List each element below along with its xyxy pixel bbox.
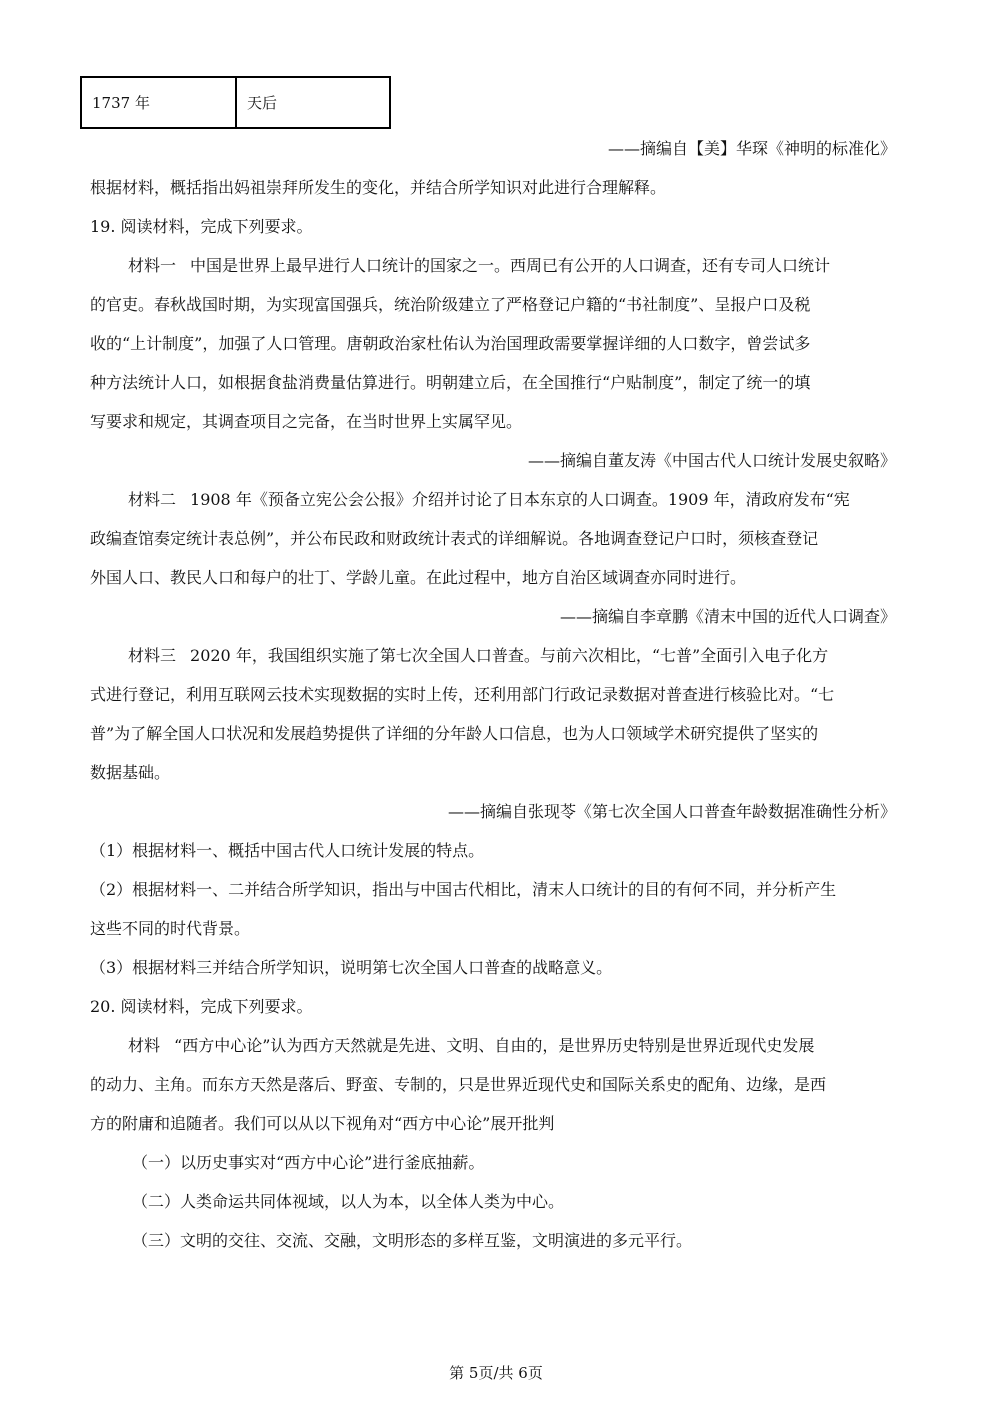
material-label: 材料 — [128, 1036, 161, 1055]
source-citation: ——摘编自张现苓《第七次全国人口普查年龄数据准确性分析》 — [447, 802, 896, 821]
q19-material-3-line: 数据基础。 — [90, 763, 171, 782]
table-cell-year: 1737 年 — [81, 77, 236, 128]
q20-perspective: （二）人类命运共同体视域，以人为本，以全体人类为中心。 — [132, 1192, 565, 1211]
q19-subquestion: 这些不同的时代背景。 — [90, 919, 251, 938]
q19-material-2-line: 材料二 1908 年《预备立宪公会公报》介绍并讨论了日本东京的人口调查。1909 年，清政府发布“宪 — [128, 490, 850, 509]
q19-subquestion: （1）根据材料一、概括中国古代人口统计发展的特点。 — [90, 841, 485, 860]
q20-perspective: （一）以历史事实对“西方中心论”进行釜底抽薪。 — [132, 1153, 485, 1172]
source-citation: ——摘编自李章鹏《清末中国的近代人口调查》 — [559, 607, 896, 626]
q20-material-line: 材料 “西方中心论”认为西方天然就是先进、文明、自由的，是世界历史特别是世界近现代史发展 — [128, 1036, 815, 1055]
q20-heading: 20. 阅读材料，完成下列要求。 — [90, 997, 313, 1016]
q19-material-1-line: 写要求和规定，其调查项目之完备，在当时世界上实属罕见。 — [90, 412, 523, 431]
q19-subquestion: （3）根据材料三并结合所学知识，说明第七次全国人口普查的战略意义。 — [90, 958, 613, 977]
source-citation: ——摘编自【美】华琛《神明的标准化》 — [607, 139, 896, 158]
q19-heading: 19. 阅读材料，完成下列要求。 — [90, 217, 313, 236]
q19-material-1-line: 收的“上计制度”，加强了人口管理。唐朝政治家杜佑认为治国理政需要掌握详细的人口数字，曾尝试多 — [90, 334, 811, 353]
q20-perspective: （三）文明的交往、交流、交融，文明形态的多样互鉴，文明演进的多元平行。 — [132, 1231, 693, 1250]
material-label: 材料二 — [128, 490, 177, 509]
q19-subquestion: （2）根据材料一、二并结合所学知识，指出与中国古代相比，清末人口统计的目的有何不同，并分析产生 — [90, 880, 837, 899]
table-row — [81, 77, 390, 128]
material-label: 材料一 — [128, 256, 177, 275]
q19-material-1-line: 种方法统计人口，如根据食盐消费量估算进行。明朝建立后，在全国推行“户贴制度”，制定了统一的填 — [90, 373, 811, 392]
material-label: 材料三 — [128, 646, 177, 665]
q19-material-2-line: 政编查馆奏定统计表总例”，并公布民政和财政统计表式的详细解说。各地调查登记户口时，须核查登记 — [90, 529, 819, 548]
q19-material-3-line: 式进行登记，利用互联网云技术实现数据的实时上传，还利用部门行政记录数据对普查进行核验比对。“七 — [90, 685, 835, 704]
q19-material-1-line: 的官吏。春秋战国时期，为实现富国强兵，统治阶级建立了严格登记户籍的“书社制度”、呈报户口及税 — [90, 295, 811, 314]
source-citation: ——摘编自董友涛《中国古代人口统计发展史叙略》 — [527, 451, 896, 470]
q18-question: 根据材料，概括指出妈祖崇拜所发生的变化，并结合所学知识对此进行合理解释。 — [90, 178, 667, 197]
q19-material-1-line: 材料一 中国是世界上最早进行人口统计的国家之一。西周已有公开的人口调查，还有专司人口统计 — [128, 256, 831, 275]
q19-material-3-line: 材料三 2020 年，我国组织实施了第七次全国人口普查。与前六次相比，“七普”全面引入电子化方 — [128, 646, 829, 665]
q20-material-line: 方的附庸和追随者。我们可以从以下视角对“西方中心论”展开批判 — [90, 1114, 555, 1133]
table-cell-title: 天后 — [236, 77, 390, 128]
q19-material-2-line: 外国人口、教民人口和每户的壮丁、学龄儿童。在此过程中，地方自治区域调查亦同时进行。 — [90, 568, 747, 587]
q19-material-3-line: 普”为了解全国人口状况和发展趋势提供了详细的分年龄人口信息，也为人口领域学术研究提供了坚实的 — [90, 724, 819, 743]
deity-title-table — [80, 76, 391, 129]
q20-material-line: 的动力、主角。而东方天然是落后、野蛮、专制的，只是世界近现代史和国际关系史的配角、边缘，是西 — [90, 1075, 827, 1094]
page-number-footer: 第 5页/共 6页 — [449, 1364, 543, 1382]
